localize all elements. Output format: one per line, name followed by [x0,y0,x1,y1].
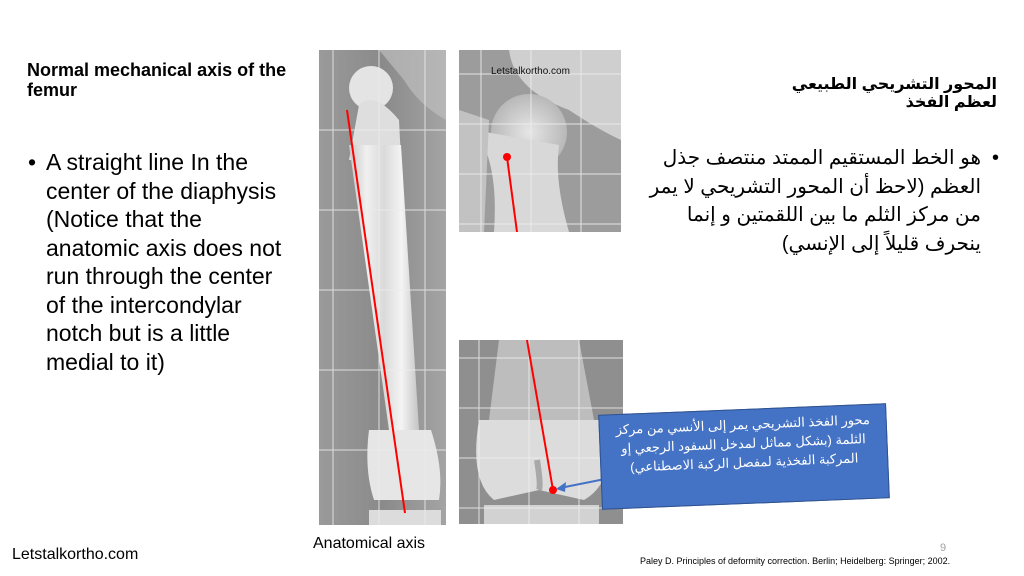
reference-citation: Paley D. Principles of deformity correction. Berlin; Heidelberg: Springer; 2002. [640,556,951,566]
bullet-dot: • [991,147,999,169]
footer-brand: Letstalkortho.com [12,546,139,563]
callout-box [598,403,890,509]
axis-point-proximal [503,153,511,161]
image-caption: Anatomical axis [313,535,426,552]
page-number: 9 [940,542,947,554]
xray-proximal-femur [459,50,621,232]
bullet-english-text: A straight line In the center of the diaphysis (Notice that the anatomic axis does not run through the center of the intercondylar notch but is a little medial to it) [46,149,282,375]
slide-title-english: Normal mechanical axis of the femur [27,60,287,100]
bullet-arabic-text: هو الخط المستقيم الممتد منتصف جذل العظم (لاحظ أن المحور التشريحي لا يمر من مركز الثلم ما بين اللقمتين و إنما ينحرف قليلاً إلى الإنسي) [649,147,981,255]
bullet-dot: • [28,149,37,175]
callout-text: محور الفخذ التشريحي يمر إلى الأنسي من مركز الثلمة (بشكل مماثل لمدخل السفود الرجعي إو المركبة الفخذية لمفصل الركبة الاصطناعي) [615,411,871,475]
slide-title-arabic: المحور التشريحي الطبيعي لعظم الفخذ [791,76,997,111]
xray-full-femur [319,50,446,525]
image-watermark: Letstalkortho.com [491,66,570,77]
